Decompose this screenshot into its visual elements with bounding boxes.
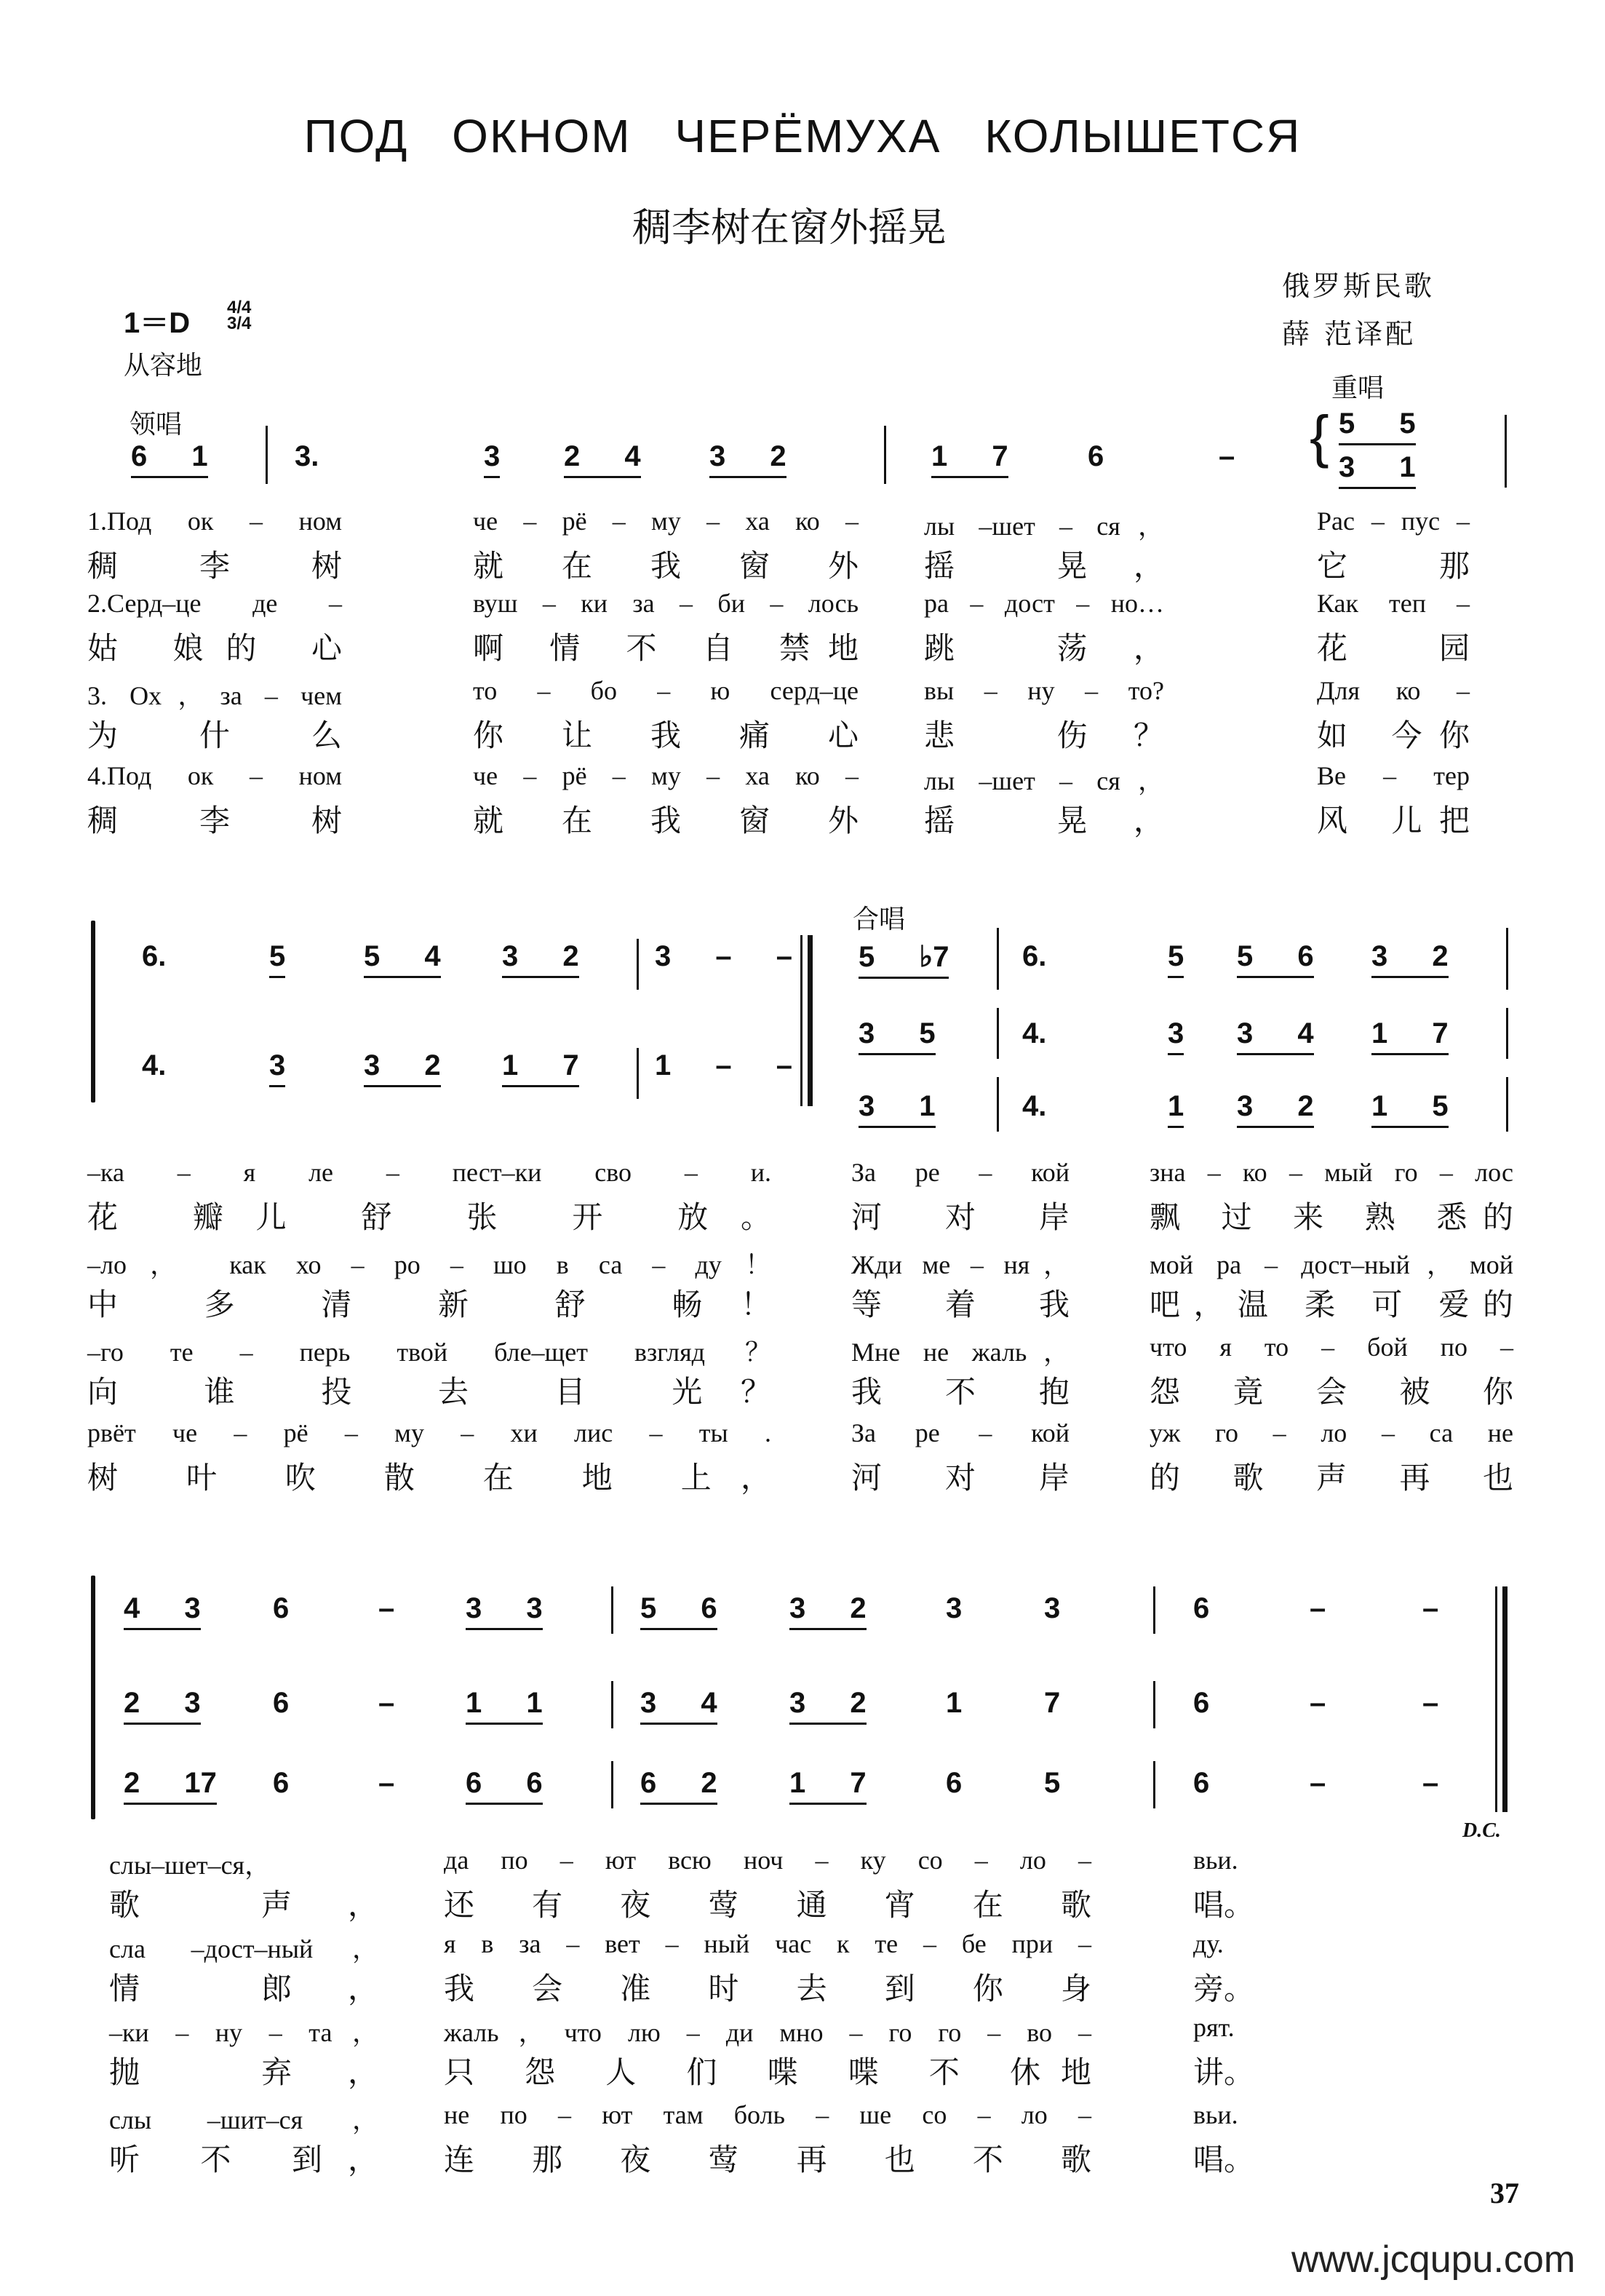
note-group: 3 [269, 1049, 285, 1087]
lyric-chinese: 中 多 清 新 舒 畅！ [87, 1287, 771, 1322]
lyric-russian: что я то – бой по – [1150, 1332, 1513, 1362]
lyric-chinese: 为 什 么 [87, 718, 342, 753]
note-group: 1 7 [931, 440, 1008, 478]
lyric-chinese: 摇 晃， [924, 803, 1164, 838]
note-group: 3 2 [364, 1049, 441, 1087]
tempo-marking: 从容地 [124, 351, 203, 381]
lyric-russian: 1.Под ок – ном [87, 507, 342, 536]
lyric-chinese: 飘 过 来 熟 悉的 [1150, 1199, 1513, 1235]
note-group: – [378, 1687, 395, 1719]
note-group: 1 7 [1371, 1017, 1449, 1055]
note-group: 6 1 [131, 440, 208, 478]
note-group: 3 2 [502, 940, 579, 978]
note-group: 3 2 [709, 440, 786, 478]
system-bracket [91, 921, 95, 1103]
barline [884, 426, 886, 484]
barline [1506, 1008, 1508, 1059]
note-group: – [1422, 1687, 1439, 1719]
lyric-chinese: 摇 晃， [924, 548, 1164, 584]
note-group: – [1219, 440, 1235, 472]
note-group: – [1422, 1592, 1439, 1624]
note-group: – [1310, 1687, 1326, 1719]
note-group: 6 2 [640, 1767, 717, 1805]
note-group: 6 [1193, 1767, 1210, 1799]
barline [637, 939, 639, 990]
note-group: 1 7 [789, 1767, 867, 1805]
repeat-start-barline [808, 935, 813, 1106]
note-group: 2 17 [124, 1767, 217, 1805]
lyric-russian: мой ра – дост–ный，мой [1150, 1250, 1513, 1279]
note-group: 3 2 [789, 1592, 867, 1630]
repeat-end-barline [1495, 1586, 1497, 1812]
solo-label: 领唱 [130, 410, 183, 440]
lyric-russian: сла –дост–ный， [109, 1934, 378, 1963]
note-group: 5 5 [1339, 408, 1416, 445]
lyric-russian: зна – ко – мый го – лос [1150, 1158, 1513, 1187]
lyric-chinese: 听 不 到， [109, 2142, 378, 2177]
barline [997, 1008, 999, 1059]
system-bracket [91, 1576, 95, 1819]
note-group: 3. [295, 440, 319, 472]
lyric-chinese: 讲。 [1193, 2054, 1255, 2090]
note-group: 6. [142, 940, 167, 972]
note-group: – [378, 1767, 395, 1799]
lyric-russian: вуш – ки за – би – лось [473, 589, 859, 618]
note-group: 3 1 [859, 1090, 936, 1128]
barline [611, 1761, 613, 1808]
lyric-chinese: 河 对 岸 [851, 1199, 1070, 1235]
note-group: 3 3 [466, 1592, 543, 1630]
note-group: 3 4 [1237, 1017, 1314, 1055]
note-group: 6 [273, 1767, 290, 1799]
lyric-chinese: 风 儿把 [1317, 803, 1470, 838]
note-group: 3 – – [655, 940, 792, 972]
barline [1506, 928, 1508, 990]
lyric-russian: За ре – кой [851, 1158, 1070, 1187]
barline [611, 1681, 613, 1728]
note-group: 5 6 [640, 1592, 717, 1630]
note-group: 3 5 [859, 1017, 936, 1055]
lyric-chinese: 连 那 夜 莺 再 也 不 歌 [444, 2142, 1091, 2177]
note-group: 4. [1022, 1017, 1047, 1049]
origin-credit: 俄罗斯民歌 [1282, 270, 1435, 302]
lyric-chinese: 只 怨 人 们 喋 喋 不 休地 [444, 2054, 1091, 2090]
duet-brace: { [1310, 404, 1329, 469]
note-group: 5 6 [1237, 940, 1314, 978]
lyric-chinese: 唱。 [1193, 1887, 1255, 1923]
note-group: 1 [946, 1687, 963, 1719]
note-group: 6 [1193, 1687, 1210, 1719]
da-capo-marking: D.C. [1462, 1819, 1501, 1842]
barline [1153, 1586, 1155, 1634]
note-group: – [1422, 1767, 1439, 1799]
note-group: 6 [946, 1767, 963, 1799]
note-group: 4 3 [124, 1592, 201, 1630]
lyric-chinese: 歌 声， [109, 1887, 378, 1923]
lyric-russian: Рас – пус – [1317, 507, 1470, 536]
barline [1153, 1681, 1155, 1728]
note-group: 4. [142, 1049, 167, 1081]
lyric-russian: 2.Серд–це де – [87, 589, 342, 618]
barline [1505, 415, 1507, 488]
lyric-russian: Для ко – [1317, 676, 1470, 705]
lyric-chinese: 悲 伤？ [924, 718, 1164, 753]
note-group: – [378, 1592, 395, 1624]
note-group: 1 1 [466, 1687, 543, 1725]
note-group: 6 [1193, 1592, 1210, 1624]
note-group: 2 3 [124, 1687, 201, 1725]
lyric-russian: 4.Под ок – ном [87, 761, 342, 790]
barline [266, 426, 268, 484]
note-group: 1 – – [655, 1049, 792, 1081]
translator-credit: 薛 范译配 [1282, 318, 1417, 350]
lyric-russian: лы –шет – ся， [924, 512, 1164, 541]
barline [997, 928, 999, 990]
duet-label: 重唱 [1331, 373, 1385, 403]
lyric-russian: вьи. [1193, 2100, 1238, 2129]
lyric-russian: ду. [1193, 1929, 1224, 1958]
note-group: 1 7 [502, 1049, 579, 1087]
lyric-russian: слы –шит–ся， [109, 2105, 378, 2134]
watermark: www.jcqupu.com [1291, 2239, 1576, 2281]
lyric-russian: ра – дост – но… [924, 589, 1164, 618]
lyric-chinese: 如 今你 [1317, 718, 1470, 753]
lyric-russian: жаль，что лю – ди мно – го го – во – [444, 2018, 1091, 2047]
lyric-russian: 3. Ох，за – чем [87, 681, 342, 710]
lyric-chinese: 还 有 夜 莺 通 宵 在 歌 [444, 1887, 1091, 1923]
note-group: 3 2 [1371, 940, 1449, 978]
note-group: 1 5 [1371, 1090, 1449, 1128]
lyric-chinese: 花 瓣儿 舒 张 开 放。 [87, 1199, 771, 1235]
song-title-chinese: 稠李树在窗外摇晃 [632, 204, 947, 250]
lyric-russian: уж го – ло – са не [1150, 1418, 1513, 1447]
lyric-russian: рят. [1193, 2013, 1235, 2042]
lyric-chinese: 稠 李 树 [87, 548, 342, 584]
repeat-end-barline [1502, 1586, 1508, 1812]
note-group: 3 [1044, 1592, 1061, 1624]
lyric-russian: –ки – ну – та， [109, 2018, 378, 2047]
note-group: 3 1 [1339, 451, 1416, 489]
note-group: 3 [1168, 1017, 1184, 1055]
note-group: 7 [1044, 1687, 1061, 1719]
note-group: 3 [484, 440, 500, 478]
note-group: 5 [269, 940, 285, 978]
note-group: – [1310, 1767, 1326, 1799]
note-group: 5 [1168, 940, 1184, 978]
note-group: 3 [946, 1592, 963, 1624]
chorus-label: 合唱 [853, 905, 906, 934]
barline [1506, 1077, 1508, 1132]
lyric-chinese: 抛 弃， [109, 2054, 378, 2090]
lyric-russian: Жди ме – ня， [851, 1250, 1070, 1279]
lyric-chinese: 花 园 [1317, 630, 1470, 666]
lyric-chinese: 跳 荡， [924, 630, 1164, 666]
lyric-russian: За ре – кой [851, 1418, 1070, 1447]
lyric-russian: Ве – тер [1317, 761, 1470, 790]
note-group: 2 4 [564, 440, 641, 478]
note-group: 5 ♭7 [859, 940, 949, 979]
note-group: 3 2 [789, 1687, 867, 1725]
repeat-start-barline [800, 935, 802, 1106]
lyric-russian: рвёт че – рё – му – хи лис – ты . [87, 1418, 771, 1447]
note-group: 6 [273, 1592, 290, 1624]
note-group: 3 4 [640, 1687, 717, 1725]
lyric-chinese: 我 会 准 时 去 到 你 身 [444, 1971, 1091, 2006]
lyric-russian: Мне не жаль， [851, 1338, 1070, 1367]
page-number: 37 [1490, 2177, 1519, 2209]
note-group: 3 2 [1237, 1090, 1314, 1128]
note-group: 6 6 [466, 1767, 543, 1805]
lyric-chinese: 吧，温 柔 可 爱的 [1150, 1287, 1513, 1322]
note-group: 5 4 [364, 940, 441, 978]
note-group: 6. [1022, 940, 1047, 972]
lyric-russian: то – бо – ю серд–це [473, 676, 859, 705]
lyric-chinese: 河 对 岸 [851, 1460, 1070, 1495]
lyric-russian: слы–шет–ся， [109, 1851, 271, 1880]
lyric-russian: я в за – вет – ный час к те – бе при – [444, 1929, 1091, 1958]
barline [997, 1077, 999, 1132]
lyric-russian: че – рё – му – ха ко – [473, 507, 859, 536]
note-group: 6 [273, 1687, 290, 1719]
lyric-chinese: 等 着 我 [851, 1287, 1070, 1322]
lyric-russian: лы –шет – ся， [924, 766, 1164, 795]
lyric-russian: не по – ют там боль – ше со – ло – [444, 2100, 1091, 2129]
note-group: 5 [1044, 1767, 1061, 1799]
lyric-russian: –ка – я ле – пест–ки сво – и. [87, 1158, 771, 1187]
barline [637, 1048, 639, 1099]
lyric-chinese: 树 叶 吹 散 在 地 上， [87, 1460, 771, 1495]
song-title-russian: ПОД ОКНОМ ЧЕРЁМУХА КОЛЫШЕТСЯ [303, 110, 1302, 162]
lyric-chinese: 唱。 [1193, 2142, 1255, 2177]
lyric-chinese: 我 不 抱 [851, 1374, 1070, 1410]
lyric-chinese: 向 谁 投 去 目 光？ [87, 1374, 771, 1410]
lyric-chinese: 就 在 我 窗 外 [473, 803, 859, 838]
lyric-chinese: 情 郎， [109, 1971, 378, 2006]
lyric-chinese: 旁。 [1193, 1971, 1255, 2006]
lyric-chinese: 怨 竟 会 被 你 [1150, 1374, 1513, 1410]
lyric-chinese: 稠 李 树 [87, 803, 342, 838]
lyric-chinese: 它 那 [1317, 548, 1470, 584]
lyric-russian: вы – ну – то? [924, 676, 1164, 705]
note-group: – [1310, 1592, 1326, 1624]
barline [611, 1586, 613, 1634]
lyric-russian: Как теп – [1317, 589, 1470, 618]
lyric-chinese: 啊 情 不 自 禁地 [473, 630, 859, 666]
lyric-chinese: 你 让 我 痛 心 [473, 718, 859, 753]
key-signature: 1＝D [124, 307, 191, 339]
note-group: 1 [1168, 1090, 1184, 1128]
lyric-russian: че – рё – му – ха ко – [473, 761, 859, 790]
lyric-chinese: 就 在 我 窗 外 [473, 548, 859, 584]
lyric-chinese: 的 歌 声 再 也 [1150, 1460, 1513, 1495]
lyric-russian: да по – ют всю ноч – ку со – ло – [444, 1846, 1091, 1875]
barline [1153, 1761, 1155, 1808]
lyric-russian: вьи. [1193, 1846, 1238, 1875]
lyric-russian: –го те – перь твой бле–щет взгляд？ [87, 1338, 771, 1367]
lyric-russian: –ло， как хо – ро – шо в са – ду！ [87, 1250, 771, 1279]
lyric-chinese: 姑 娘的 心 [87, 630, 342, 666]
note-group: 6 [1088, 440, 1104, 472]
note-group: 4. [1022, 1090, 1047, 1122]
time-signature: 4/4 3/4 [227, 298, 252, 333]
